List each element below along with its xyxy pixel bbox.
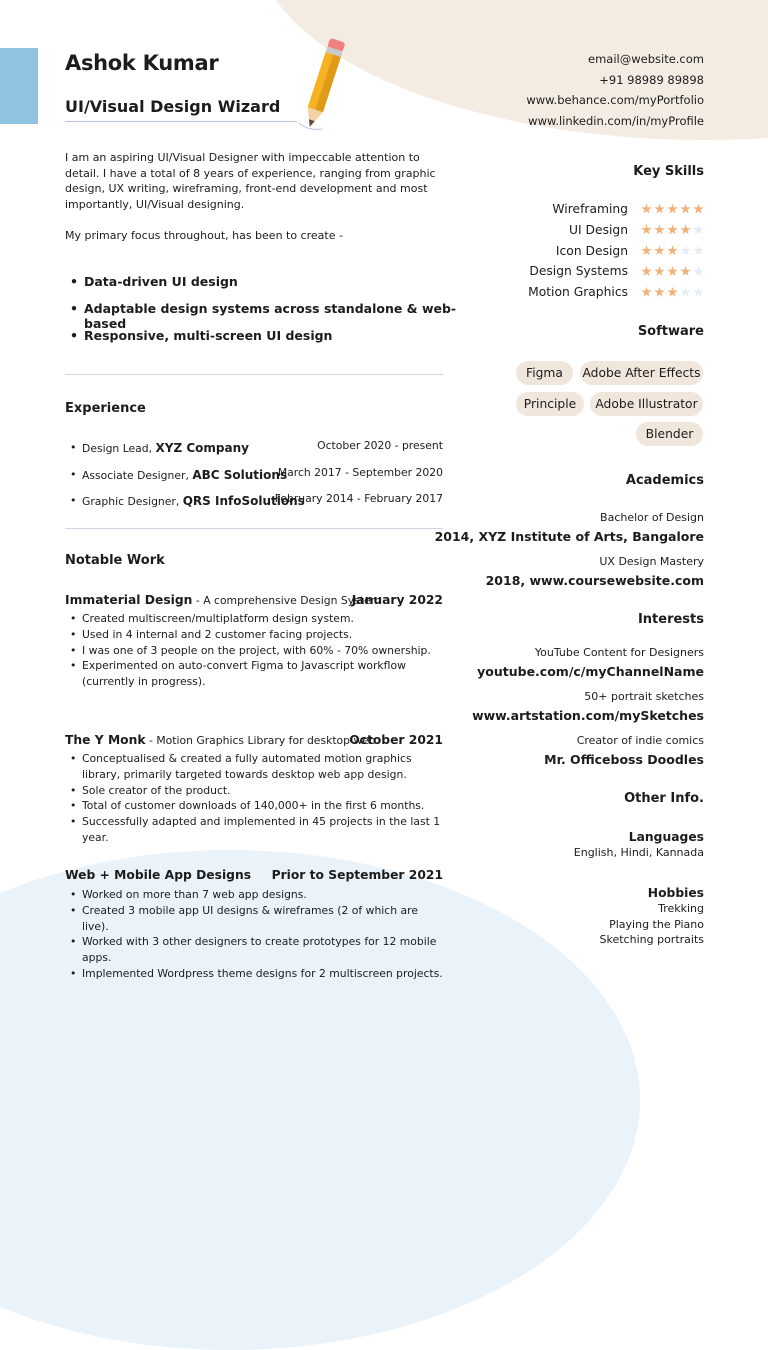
experience-item (65, 494, 443, 512)
skill-row (556, 241, 704, 261)
star-filled-icon (641, 204, 652, 215)
skill-row (552, 199, 704, 219)
star-filled-icon (641, 224, 652, 235)
accent-blue-tab (0, 48, 38, 124)
divider (65, 528, 443, 529)
experience-title: Graphic Designer, (82, 495, 180, 508)
skill-rating (641, 287, 704, 298)
star-filled-icon (667, 245, 678, 256)
star-filled-icon (667, 224, 678, 235)
skill-row (528, 282, 704, 302)
interest-link[interactable]: youtube.com/c/myChannelName (477, 664, 704, 679)
divider (65, 374, 443, 375)
experience-company: QRS InfoSolutions (182, 494, 305, 508)
star-filled-icon (680, 224, 691, 235)
star-empty-icon (693, 266, 704, 277)
project-date: Prior to September 2021 (271, 868, 443, 882)
skill-row (529, 261, 704, 281)
project-header (65, 868, 443, 882)
project-point: • Created multiscreen/multiplatform design system. (65, 611, 443, 627)
interest-label: Creator of indie comics (576, 734, 704, 747)
skill-label: Wireframing (552, 202, 628, 216)
interest-link[interactable]: www.artstation.com/mySketches (472, 708, 704, 723)
course-name: UX Design Mastery (599, 555, 704, 568)
project-point: • I was one of 3 people on the project, with 60% - 70% ownership. (65, 643, 443, 659)
notable-work-heading: Notable Work (65, 553, 165, 568)
hobbies-label: Hobbies (647, 886, 704, 900)
summary (65, 150, 445, 244)
project-description: - Motion Graphics Library for desktop web (145, 734, 376, 747)
pencil-icon (298, 36, 348, 136)
academics-heading: Academics (625, 473, 704, 488)
star-filled-icon (641, 287, 652, 298)
course-detail: 2018, www.coursewebsite.com (485, 573, 704, 588)
project-description: - A comprehensive Design System (192, 594, 382, 607)
project-points (65, 751, 443, 846)
star-filled-icon (641, 266, 652, 277)
email-link[interactable]: email@website.com (588, 52, 704, 66)
other-info-heading: Other Info. (624, 791, 704, 806)
skill-rating (641, 224, 704, 235)
hobby-item: Trekking (658, 902, 704, 915)
software-pill: Principle (516, 392, 584, 416)
project-name: Web + Mobile App Designs (65, 868, 252, 882)
experience-item (65, 468, 443, 486)
experience-title: Associate Designer, (82, 469, 189, 482)
focus-item: • Data-driven UI design (65, 274, 465, 301)
focus-intro: My primary focus throughout, has been to create - (65, 229, 343, 243)
experience-dates: March 2017 - September 2020 (277, 466, 443, 479)
skill-row (569, 220, 704, 240)
hobby-item: Sketching portraits (599, 933, 704, 946)
experience-company: ABC Solutions (192, 468, 288, 482)
project-point: • Created 3 mobile app UI designs & wireframes (2 of which are live). (65, 903, 443, 935)
interest-label: YouTube Content for Designers (534, 646, 704, 659)
project-name: Immaterial Design (65, 593, 193, 607)
project-points (65, 887, 443, 982)
skill-rating (641, 204, 704, 215)
star-filled-icon (654, 266, 665, 277)
star-filled-icon (667, 266, 678, 277)
focus-item: • Responsive, multi-screen UI design (65, 328, 465, 355)
interest-label: 50+ portrait sketches (584, 690, 704, 703)
focus-list (65, 274, 465, 355)
interest-detail: Mr. Officeboss Doodles (544, 752, 704, 767)
skill-rating (641, 245, 704, 256)
project-point: • Worked on more than 7 web app designs. (65, 887, 443, 903)
star-empty-icon (693, 245, 704, 256)
project-point: • Implemented Wordpress theme designs for 2 multiscreen projects. (65, 966, 443, 982)
star-empty-icon (680, 245, 691, 256)
job-title: UI/Visual Design Wizard (65, 97, 281, 116)
experience-item (65, 441, 443, 459)
course-name: Bachelor of Design (600, 511, 704, 524)
software-pill: Blender (636, 422, 703, 446)
star-filled-icon (667, 204, 678, 215)
project-name: The Y Monk (65, 733, 146, 747)
applicant-name: Ashok Kumar (65, 51, 219, 75)
summary-paragraph: I am an aspiring UI/Visual Designer with impeccable attention to detail. I have a total of 8 years of experience, ranging from graphic design, UX writing, wireframing, front-end development and most importantly, UI/Visual designing. (65, 151, 436, 211)
star-filled-icon (667, 287, 678, 298)
star-filled-icon (680, 204, 691, 215)
project-point: • Total of customer downloads of 140,000+ in the first 6 months. (65, 798, 443, 814)
project-point: • Experimented on auto-convert Figma to Javascript workflow (currently in progress). (65, 658, 443, 690)
interests-heading: Interests (637, 612, 704, 627)
languages-value: English, Hindi, Kannada (573, 846, 704, 859)
star-filled-icon (654, 224, 665, 235)
title-underline (65, 121, 297, 122)
software-pill: Adobe After Effects (580, 361, 703, 385)
skill-label: Motion Graphics (528, 285, 628, 300)
experience-dates: October 2020 - present (317, 439, 443, 452)
star-empty-icon (693, 287, 704, 298)
project-header (65, 593, 443, 607)
star-filled-icon (680, 266, 691, 277)
star-filled-icon (693, 204, 704, 215)
project-points (65, 611, 443, 690)
experience-dates: February 2014 - February 2017 (274, 492, 443, 505)
project-point: • Sole creator of the product. (65, 783, 443, 799)
project-date: January 2022 (351, 593, 443, 607)
star-filled-icon (641, 245, 652, 256)
experience-heading: Experience (65, 401, 146, 416)
project-point: • Used in 4 internal and 2 customer facing projects. (65, 627, 443, 643)
project-date: October 2021 (349, 733, 443, 747)
contact-info (526, 49, 704, 132)
course-detail: 2014, XYZ Institute of Arts, Bangalore (434, 529, 704, 544)
project-header (65, 733, 443, 747)
project-point: • Worked with 3 other designers to create prototypes for 12 mobile apps. (65, 934, 443, 966)
star-filled-icon (654, 287, 665, 298)
star-filled-icon (654, 204, 665, 215)
experience-company: XYZ Company (155, 441, 249, 455)
key-skills-heading: Key Skills (633, 164, 704, 179)
software-pill: Figma (516, 361, 573, 385)
experience-title: Design Lead, (82, 442, 153, 455)
star-filled-icon (654, 245, 665, 256)
skill-label: UI Design (569, 222, 628, 237)
project-point: • Successfully adapted and implemented in 45 projects in the last 1 year. (65, 814, 443, 846)
focus-item: • Adaptable design systems across standalone & web-based (65, 301, 465, 328)
project-point: • Conceptualised & created a fully automated motion graphics library, primarily targeted towards desktop web app design. (65, 751, 443, 783)
hobby-item: Playing the Piano (609, 918, 704, 931)
portfolio-link[interactable]: www.behance.com/myPortfolio (526, 93, 704, 108)
skill-label: Icon Design (555, 243, 628, 258)
software-heading: Software (637, 324, 704, 339)
phone-number: +91 98989 89898 (599, 72, 704, 87)
star-empty-icon (693, 224, 704, 235)
languages-label: Languages (628, 830, 704, 844)
skill-label: Design Systems (529, 264, 628, 279)
skill-rating (641, 266, 704, 277)
star-empty-icon (680, 287, 691, 298)
software-pill: Adobe Illustrator (590, 392, 703, 416)
linkedin-link[interactable]: www.linkedin.com/in/myProfile (528, 114, 704, 129)
